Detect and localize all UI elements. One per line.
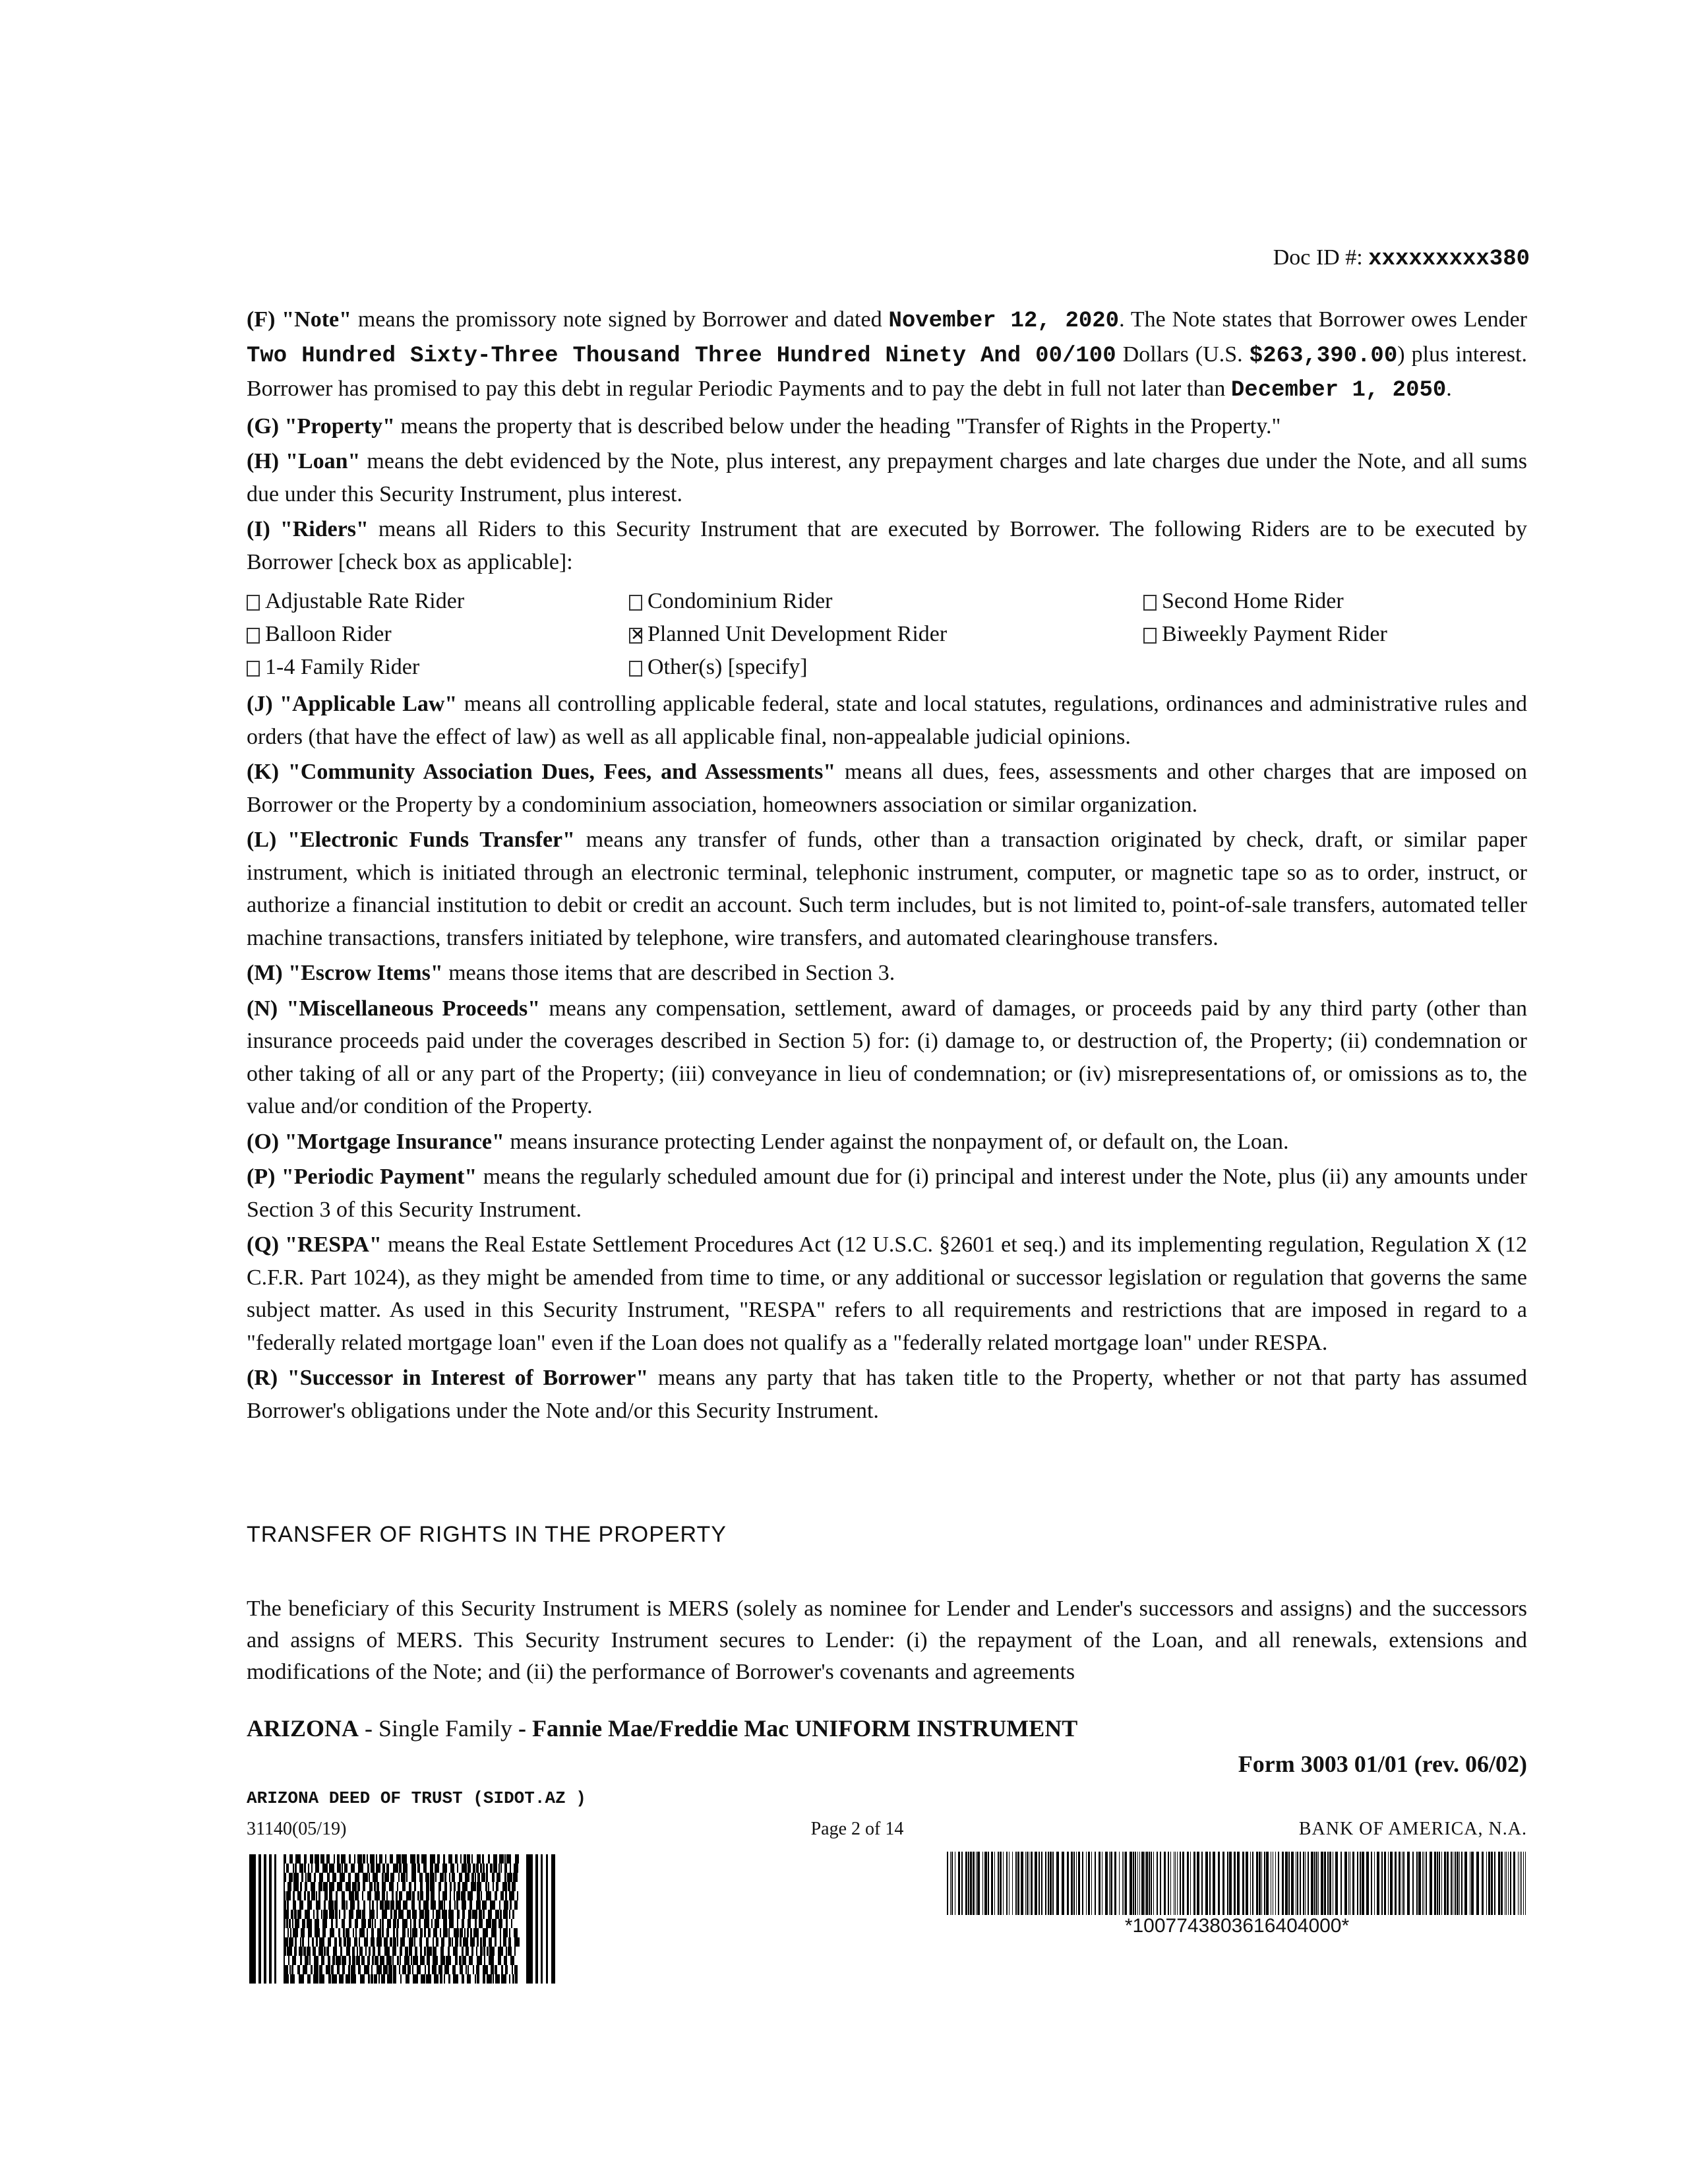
pdf417-barcode [249,1854,557,1984]
transfer-paragraph: The beneficiary of this Security Instrument is MERS (solely as nominee for Lender and Lender's successors and assigns) and the successors and assigns of MERS. This Security Instrument secures to Lender: (i) the repayment of the Loan, and all renewals, extensions and modifications of the Note; and (ii) the performance of Borrower's covenants and agreements [247,1596,1527,1684]
section-j-text: means all controlling applicable federal, state and local statutes, regulations, ordinances and administrative rules and orders (that have the effect of law) as well as all applicable final, non-appealable judicial opinions. [247,692,1528,749]
rider-others [629,651,1143,684]
section-l-label: (L) "Electronic Funds Transfer" [247,828,575,852]
rider-adjustable-rate [247,585,629,618]
section-f-text-2: . The Note states that Borrower owes Lender [1119,307,1527,332]
doc-id-label: Doc ID #: [1273,245,1369,270]
section-f-label: (F) "Note" [247,307,352,332]
definitions-body [247,303,1527,1430]
section-m [247,957,1527,990]
rider-1-4-family [247,651,629,684]
section-m-text: means those items that are described in Section 3. [442,961,895,985]
section-i-text: means all Riders to this Security Instrument that are executed by Borrower. The following Riders are to be executed by Borrower [check box as applicable]: [247,517,1527,574]
section-f-text-3: Dollars (U.S. [1116,342,1250,367]
riders-checklist [247,585,1527,684]
lender-name: BANK OF AMERICA, N.A. [1298,1819,1527,1839]
doc-code: ARIZONA DEED OF TRUST (SIDOT.AZ ) [247,1788,586,1808]
section-q-text: means the Real Estate Settlement Procedures Act (12 U.S.C. §2601 et seq.) and its implementing regulation, Regulation X (12 C.F.R. Part 1024), as they might be amended from time to time, or any additional or successor legislation or regulation that governs the same subject matter. As used in this Security Instrument, "RESPA" refers to all requirements and restrictions that are imposed in regard to a "federally related mortgage loan" even if the Loan does not qualify as a "federally related mortgage loan" under RESPA. [247,1232,1527,1355]
rider-label: Second Home Rider [1162,589,1344,613]
checkbox-adjustable-rate[interactable] [247,595,260,611]
section-f [247,303,1527,408]
rider-biweekly-payment [1143,618,1527,651]
footer-separator: - [512,1715,533,1742]
section-o-text: means insurance protecting Lender against the nonpayment of, or default on, the Loan. [504,1129,1289,1154]
rider-second-home [1143,585,1527,618]
page-number: Page 2 of 14 [810,1819,904,1839]
rider-label: Planned Unit Development Rider [648,622,948,646]
section-k [247,756,1527,821]
section-r [247,1362,1527,1427]
loan-amount-words: Two Hundred Sixty-Three Thousand Three Hundred Ninety And 00/100 [247,343,1116,369]
section-m-label: (M) "Escrow Items" [247,961,443,985]
section-h-label: (H) "Loan" [247,449,361,473]
section-p-label: (P) "Periodic Payment" [247,1165,477,1189]
section-f-text-5: . [1446,377,1452,401]
section-i [247,513,1527,578]
footer-agency: Fannie Mae/Freddie Mac UNIFORM INSTRUMENT [532,1715,1078,1742]
section-k-label: (K) "Community Association Dues, Fees, and Assessments" [247,760,836,784]
section-j [247,688,1527,753]
checkbox-planned-unit-development[interactable]: ✕ [630,625,645,644]
rider-label: 1-4 Family Rider [265,655,420,679]
form-number: Form 3003 01/01 (rev. 06/02) [1238,1751,1527,1777]
checkbox-balloon[interactable] [247,628,260,644]
rider-label: Balloon Rider [265,622,392,646]
rider-balloon [247,618,629,651]
section-g [247,410,1527,443]
section-f-text-1: means the promissory note signed by Borrower and dated [351,307,889,332]
section-j-label: (J) "Applicable Law" [247,692,458,716]
section-p-text: means the regularly scheduled amount due for (i) principal and interest under the Note, plus (ii) any amounts under Section 3 of this Security Instrument. [247,1165,1528,1222]
section-k-text: means all dues, fees, assessments and other charges that are imposed on Borrower or the Property by a condominium association, homeowners association or similar organization. [247,760,1527,817]
rider-label: Adjustable Rate Rider [265,589,465,613]
barcode-number: *1007743803616404000* [1124,1915,1350,1937]
checkbox-condominium[interactable] [629,595,642,611]
rider-label: Condominium Rider [648,589,833,613]
checkbox-biweekly-payment[interactable] [1143,628,1157,644]
section-l-text: means any transfer of funds, other than a transaction originated by check, draft, or similar paper instrument, which is initiated through an electronic terminal, telephonic instrument, computer, or magnetic tape so as to order, instruct, or authorize a financial institution to debit or credit an account. Such term includes, but is not limited to, point-of-sale transfers, automated teller machine transactions, transfers initiated by telephone, wire transfers, and automated clearinghouse transfers. [247,828,1527,950]
section-l [247,824,1527,954]
checkbox-1-4-family[interactable] [247,661,260,677]
transfer-heading: TRANSFER OF RIGHTS IN THE PROPERTY [247,1522,727,1547]
footer-title [247,1714,1077,1742]
section-r-label: (R) "Successor in Interest of Borrower" [247,1366,649,1390]
doc-id-value: xxxxxxxxx380 [1368,247,1530,272]
rider-planned-unit-development [629,618,1143,651]
rider-condominium [629,585,1143,618]
section-g-text: means the property that is described below under the heading "Transfer of Rights in the Property." [395,413,1281,439]
doc-id-header [1240,245,1530,272]
rider-label: Biweekly Payment Rider [1162,622,1387,646]
section-q [247,1228,1527,1359]
rider-label: Other(s) [specify] [648,655,808,679]
section-r-text: means any party that has taken title to the Property, whether or not that party has assumed Borrower's obligations under the Note and/or this Security Instrument. [247,1366,1527,1423]
loan-amount: $263,390.00 [1249,343,1398,369]
section-q-label: (Q) "RESPA" [247,1232,382,1257]
maturity-date: December 1, 2050 [1230,378,1447,403]
section-i-label: (I) "Riders" [247,517,369,541]
section-o [247,1126,1527,1159]
section-g-label: (G) "Property" [247,413,396,439]
footer-separator: - [359,1715,379,1742]
form-code: 31140(05/19) [247,1819,347,1839]
section-h-text: means the debt evidenced by the Note, plus interest, any prepayment charges and late charges due under the Note, and all sums due under this Security Instrument, plus interest. [247,449,1527,506]
checkbox-second-home[interactable] [1143,595,1157,611]
section-n-label: (N) "Miscellaneous Proceeds" [247,996,541,1021]
footer-state: ARIZONA [247,1715,359,1742]
section-o-label: (O) "Mortgage Insurance" [247,1129,504,1154]
section-h [247,445,1527,510]
footer-instrument-type: Single Family [378,1715,513,1742]
section-n-text: means any compensation, settlement, award of damages, or proceeds paid by any third party (other than insurance proceeds paid under the coverages described in Section 5) for: (i) damage to, or destruction of, the Property; (ii) condemnation or other taking of all or any part of the Property; (iii) conveyance in lieu of condemnation; or (iv) misrepresentations of, or omissions as to, the value and/or condition of the Property. [247,996,1527,1118]
checkbox-others[interactable] [629,661,642,677]
note-date: November 12, 2020 [888,309,1120,334]
section-f-text-4: ) plus interest. Borrower has promised to pay this debt in regular Periodic Payments and to pay the debt in full not later than [247,342,1527,401]
section-n [247,992,1527,1123]
linear-barcode [947,1852,1527,1915]
section-p [247,1161,1527,1226]
